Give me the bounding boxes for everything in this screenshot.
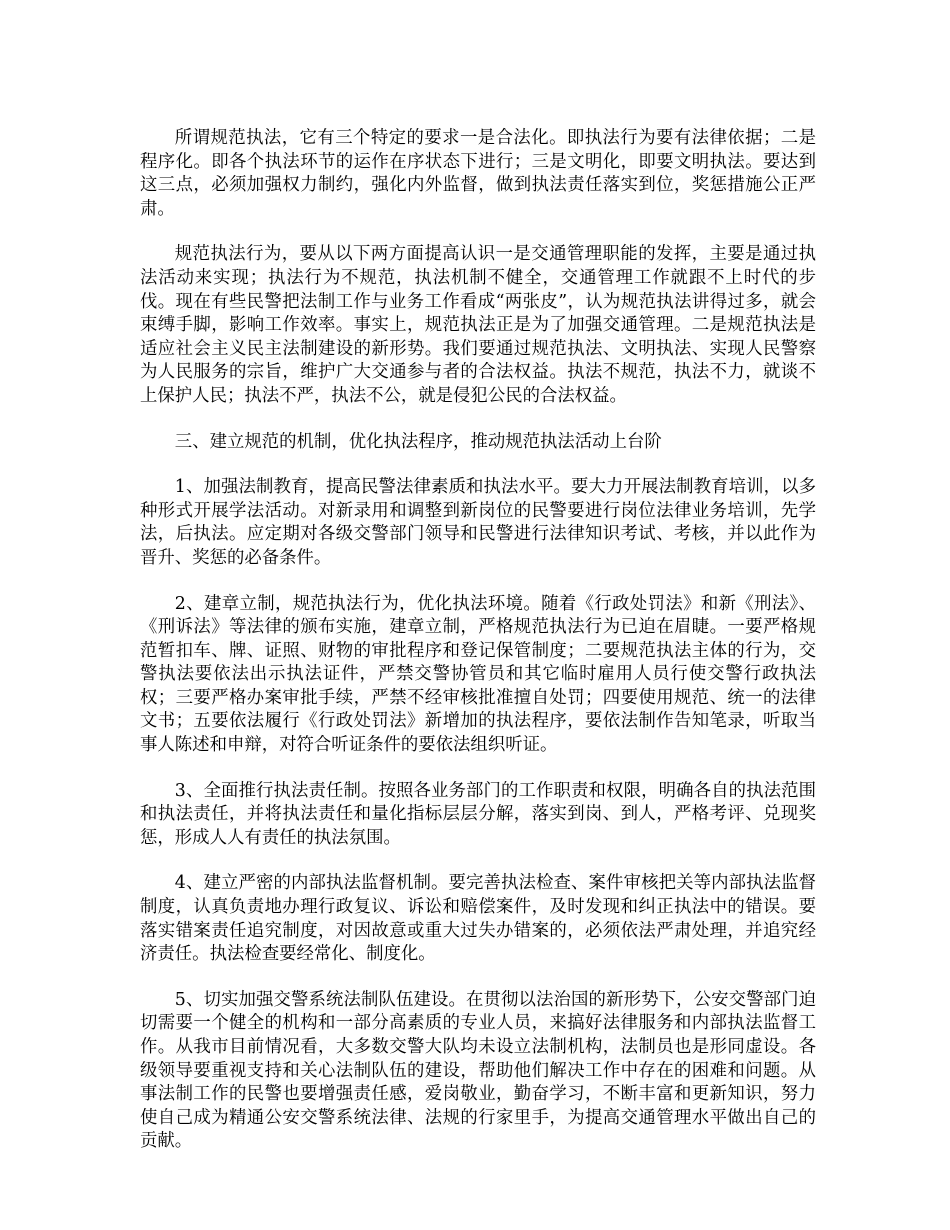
paragraph-standardized-enforcement-definition: 所谓规范执法，它有三个特定的要求一是合法化。即执法行为要有法律依据；二是程序化。即各个执法环节的运作在序状态下进行；三是文明化，即要文明执法。要达到这三点，必须加强权力制约，强化内外监督，做到执法责任落实到位，奖惩措施公正严肃。 xyxy=(140,128,816,219)
paragraph-item-2-rules-regulations: 2、建章立制，规范执法行为，优化执法环境。随着《行政处罚法》和新《刑法》、《刑诉法》等法律的颁布实施，建章立制，严格规范执法行为已迫在眉睫。一要严格规范暂扣车、牌、证照、财物的审批程序和登记保管制度；二要规范执法主体的行为，交警执法要依法出示执法证件，严禁交警协管员和其它临时雇用人员行使交警行政执法权；三要严格办案审批手续，严禁不经审核批准擅自处罚；四要使用规范、统一的法律文书；五要依法履行《行政处罚法》新增加的执法程序，要依法制作告知笔录，听取当事人陈述和申辩，对符合听证条件的要依法组织听证。 xyxy=(140,593,816,756)
document-body xyxy=(140,127,816,1176)
paragraph-standardized-enforcement-awareness: 规范执法行为，要从以下两方面提高认识一是交通管理职能的发挥，主要是通过执法活动来实现；执法行为不规范，执法机制不健全，交通管理工作就跟不上时代的步伐。现在有些民警把法制工作与业务工作看成“两张皮”，认为规范执法讲得过多，就会束缚手脚，影响工作效率。事实上，规范执法正是为了加强交通管理。二是规范执法是适应社会主义民主法制建设的新形势。我们要通过规范执法、文明执法、实现人民警察为人民服务的宗旨，维护广大交通参与者的合法权益。执法不规范，执法不力，就谈不上保护人民；执法不严，执法不公，就是侵犯公民的合法权益。 xyxy=(140,244,816,406)
paragraph-item-1-legal-education: 1、加强法制教育，提高民警法律素质和执法水平。要大力开展法制教育培训，以多种形式开展学法活动。对新录用和调整到新岗位的民警要进行岗位法律业务培训，先学法，后执法。应定期对各级交警部门领导和民警进行法律知识考试、考核，并以此作为晋升、奖惩的必备条件。 xyxy=(140,477,816,568)
section-heading-three: 三、建立规范的机制，优化执法程序，推动规范执法活动上台阶 xyxy=(174,431,662,452)
paragraph-item-4-internal-supervision: 4、建立严密的内部执法监督机制。要完善执法检查、案件审核把关等内部执法监督制度，认真负责地办理行政复议、诉讼和赔偿案件，及时发现和纠正执法中的错误。要落实错案责任追究制度，对因故意或重大过失办错案的，必须依法严肃处理，并追究经济责任。执法检查要经常化、制度化。 xyxy=(140,873,816,965)
paragraph-item-3-responsibility-system: 3、全面推行执法责任制。按照各业务部门的工作职责和权限，明确各自的执法范围和执法责任，并将执法责任和量化指标层层分解，落实到岗、到人，严格考评、兑现奖惩，形成人人有责任的执法氛围。 xyxy=(140,780,816,848)
paragraph-item-5-legal-team-building: 5、切实加强交警系统法制队伍建设。在贯彻以法治国的新形势下，公安交警部门迫切需要一个健全的机构和一部分高素质的专业人员，来搞好法律服务和内部执法监督工作。从我市目前情况看，大多数交警大队均未设立法制机构，法制员也是形同虚设。各级领导要重视支持和关心法制队伍的建设，帮助他们解决工作中存在的困难和问题。从事法制工作的民警也要增强责任感，爱岗敬业，勤奋学习，不断丰富和更新知识，努力使自己成为精通公安交警系统法律、法规的行家里手，为提高交通管理水平做出自己的贡献。 xyxy=(140,989,816,1152)
